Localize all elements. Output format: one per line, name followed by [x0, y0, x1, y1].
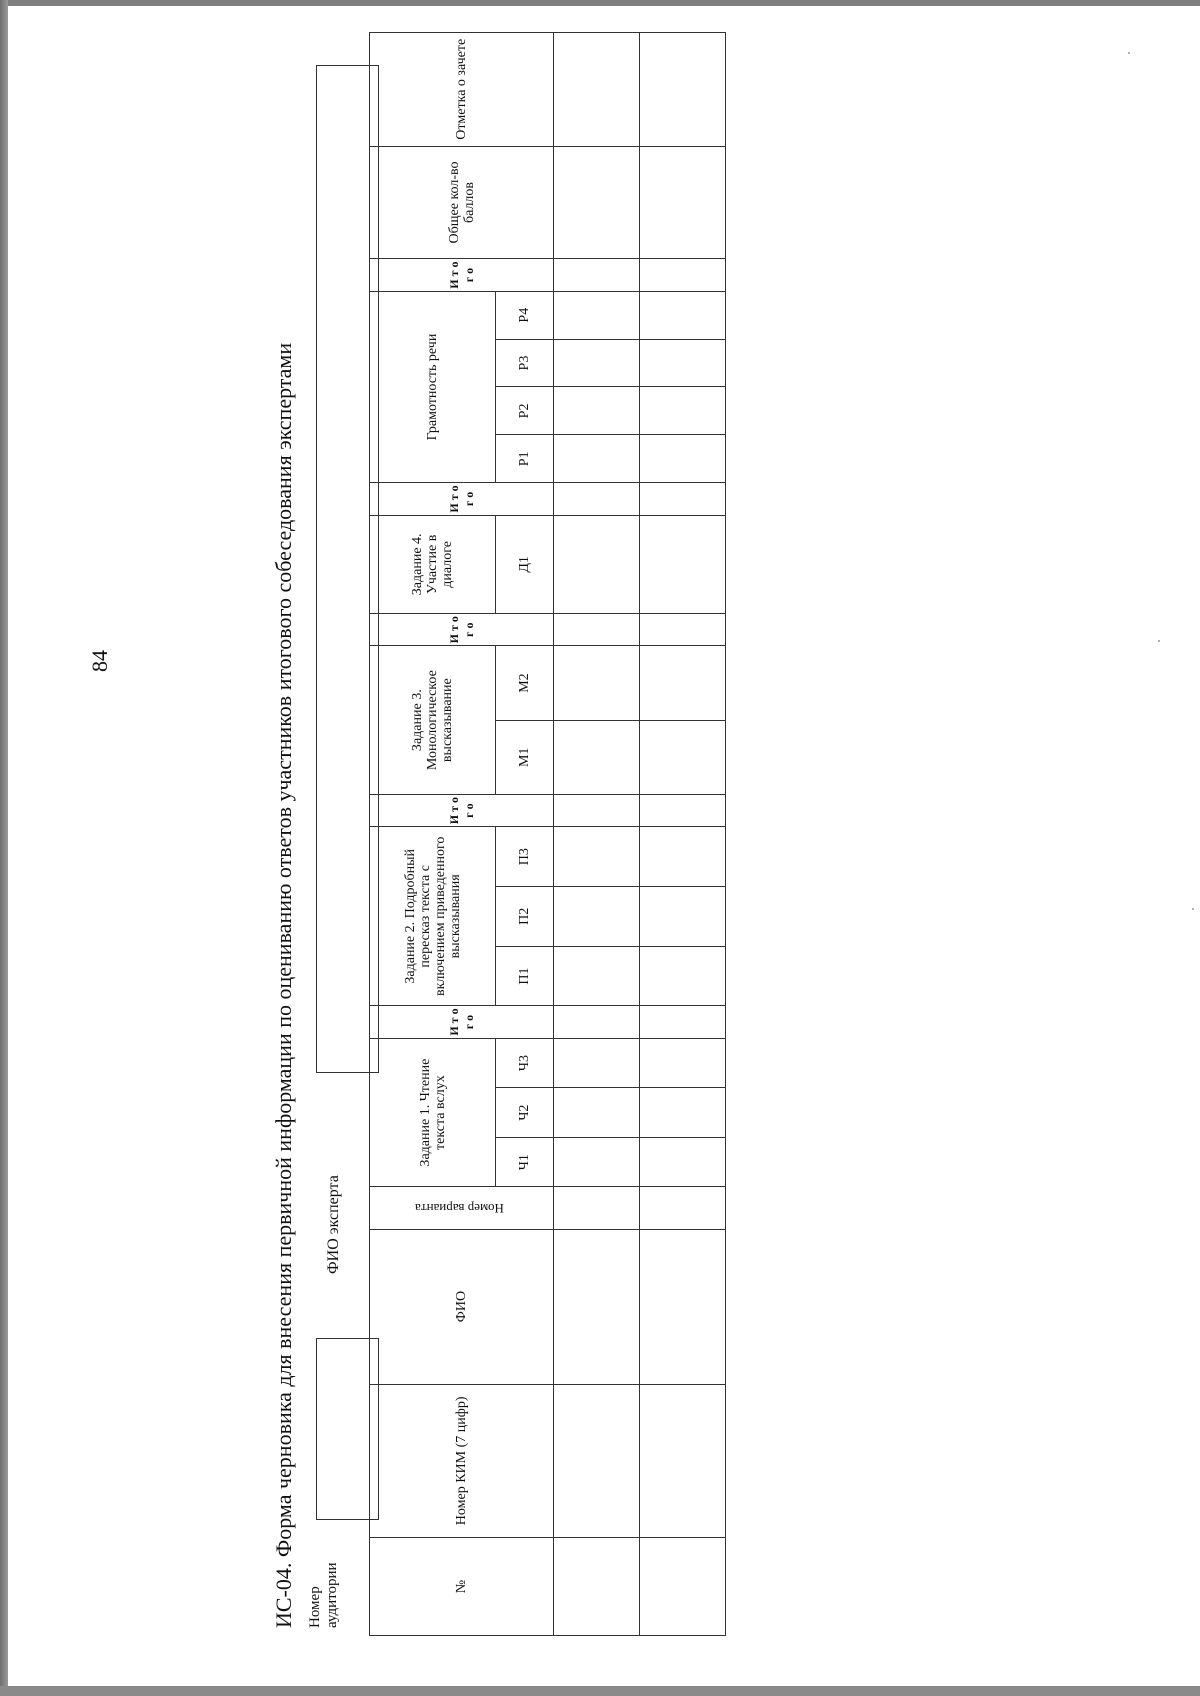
- header-kim: Номер КИМ (7 цифр): [370, 1384, 554, 1538]
- sub-p1: П1: [496, 946, 554, 1006]
- sub-p3: П3: [496, 827, 554, 887]
- table-cell[interactable]: [554, 1088, 640, 1138]
- table-cell[interactable]: [554, 614, 640, 646]
- table-cell[interactable]: [554, 1187, 640, 1229]
- header-itogo-2: И т о г о: [370, 794, 554, 826]
- table-cell[interactable]: [554, 886, 640, 946]
- table-cell[interactable]: [554, 33, 640, 147]
- sub-p2: П2: [496, 886, 554, 946]
- scan-speck: [1158, 640, 1160, 642]
- table-cell[interactable]: [640, 614, 726, 646]
- table-cell[interactable]: [640, 435, 726, 483]
- sub-m1: М1: [496, 720, 554, 794]
- table-cell[interactable]: [640, 1137, 726, 1187]
- header-no: №: [370, 1538, 554, 1636]
- sub-r1: Р1: [496, 435, 554, 483]
- table-cell[interactable]: [640, 720, 726, 794]
- sub-ch3: Ч3: [496, 1038, 554, 1088]
- table-cell[interactable]: [554, 1229, 640, 1384]
- header-itogo-4: И т о г о: [370, 483, 554, 515]
- table-cell[interactable]: [640, 33, 726, 147]
- table-cell[interactable]: [554, 1137, 640, 1187]
- expert-label: ФИО эксперта: [325, 1175, 342, 1274]
- table-cell[interactable]: [640, 1187, 726, 1229]
- table-cell[interactable]: [554, 387, 640, 435]
- sub-m2: М2: [496, 646, 554, 720]
- table-cell[interactable]: [640, 646, 726, 720]
- table-cell[interactable]: [640, 1384, 726, 1538]
- scan-speck: [1192, 908, 1194, 910]
- table-cell[interactable]: [554, 339, 640, 387]
- table-cell[interactable]: [640, 1088, 726, 1138]
- header-task4: Задание 4. Участие в диалоге: [370, 515, 496, 613]
- table-cell[interactable]: [640, 1038, 726, 1088]
- scan-shadow: [0, 0, 8, 1696]
- page-title: ИС-04. Форма черновика для внесения первичной информации по оцениванию ответов участников итогового собеседования экспертами: [271, 342, 296, 1628]
- table-cell[interactable]: [640, 291, 726, 339]
- table-cell[interactable]: [554, 1006, 640, 1038]
- table-cell[interactable]: [554, 720, 640, 794]
- header-itogo-1: И т о г о: [370, 1006, 554, 1038]
- header-itogo-3: И т о г о: [370, 614, 554, 646]
- table-cell[interactable]: [554, 291, 640, 339]
- table-cell[interactable]: [640, 827, 726, 887]
- table-cell[interactable]: [640, 1538, 726, 1636]
- header-variant: [370, 1187, 554, 1229]
- scan-bottom-edge: [0, 1686, 1200, 1696]
- table-cell[interactable]: [640, 259, 726, 291]
- header-literacy: Грамотность речи: [370, 291, 496, 483]
- table-cell[interactable]: [640, 483, 726, 515]
- header-itogo-5: И т о г о: [370, 259, 554, 291]
- table-row: [640, 33, 726, 1636]
- table-cell[interactable]: [554, 146, 640, 259]
- sub-d1: Д1: [496, 515, 554, 613]
- header-credit-mark: Отметка о зачете: [370, 33, 554, 147]
- table-cell[interactable]: [640, 1229, 726, 1384]
- table-cell[interactable]: [640, 146, 726, 259]
- table-cell[interactable]: [554, 1384, 640, 1538]
- table-cell[interactable]: [554, 827, 640, 887]
- table-cell[interactable]: [640, 339, 726, 387]
- page-number: 84: [87, 650, 112, 672]
- table-cell[interactable]: [554, 259, 640, 291]
- table-cell[interactable]: [554, 483, 640, 515]
- table-cell[interactable]: [554, 515, 640, 613]
- table-row: [554, 33, 640, 1636]
- table-cell[interactable]: [640, 387, 726, 435]
- table-cell[interactable]: [640, 946, 726, 1006]
- table-cell[interactable]: [640, 886, 726, 946]
- table-cell[interactable]: [554, 435, 640, 483]
- sub-ch2: Ч2: [496, 1088, 554, 1138]
- table-cell[interactable]: [554, 794, 640, 826]
- sub-r3: Р3: [496, 339, 554, 387]
- header-task1: Задание 1. Чтение текста вслух: [370, 1038, 496, 1187]
- table-cell[interactable]: [640, 1006, 726, 1038]
- table-cell[interactable]: [554, 646, 640, 720]
- table-cell[interactable]: [554, 1538, 640, 1636]
- scan-speck: [1128, 52, 1130, 54]
- header-total-points: Общее кол-во баллов: [370, 146, 554, 259]
- header-task2: Задание 2. Подробный пересказ текста с включением приведенного высказывания: [370, 827, 496, 1006]
- header-fio: ФИО: [370, 1229, 554, 1384]
- sub-r4: Р4: [496, 291, 554, 339]
- header-variant-text: Номер варианта: [415, 1200, 504, 1216]
- sub-ch1: Ч1: [496, 1137, 554, 1187]
- rotated-page-content: [87, 32, 769, 1672]
- assessment-table: [369, 32, 726, 1636]
- table-cell[interactable]: [554, 1038, 640, 1088]
- room-label: Номер аудитории: [307, 1562, 340, 1628]
- header-task3: Задание 3. Монологическое высказывание: [370, 646, 496, 794]
- table-cell[interactable]: [554, 946, 640, 1006]
- sub-r2: Р2: [496, 387, 554, 435]
- table-cell[interactable]: [640, 794, 726, 826]
- table-cell[interactable]: [640, 515, 726, 613]
